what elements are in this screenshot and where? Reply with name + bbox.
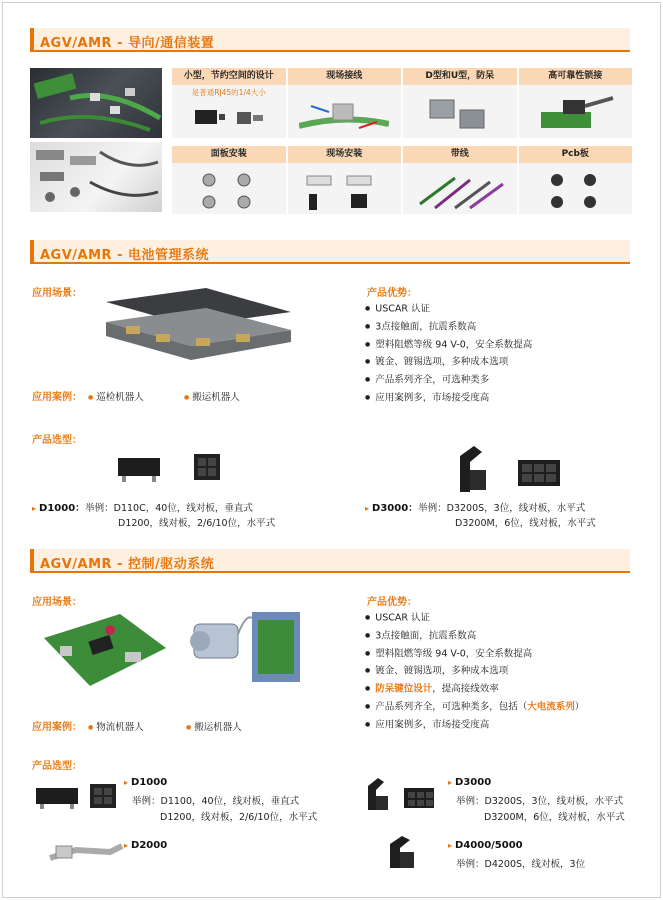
example-line: D1200，线对板，2/6/10位，水平式	[118, 518, 276, 529]
example-line: 举例：D3200S，3位，线对板，水平式	[418, 503, 586, 514]
case-item: ● 搬运机器人	[184, 392, 240, 403]
section-title-battery	[30, 240, 630, 264]
feature-heading: 带线	[403, 146, 517, 163]
d2000-terminal-image	[46, 836, 129, 866]
case-item: ● 巡检机器人	[88, 392, 144, 403]
feature-cell	[519, 68, 633, 138]
feature-grid-row1	[172, 68, 632, 138]
product-d3000	[448, 777, 491, 788]
pointer-icon: ▸	[32, 504, 37, 513]
case-text: 搬运机器人	[194, 722, 242, 733]
example-line: 举例：D4200S，线对板，3位	[456, 859, 586, 870]
pcb-connector-image	[519, 170, 633, 210]
part-number: D3000	[455, 777, 492, 788]
feature-cell	[403, 68, 517, 138]
advantage-item: ● 3点接触面，抗震系数高	[365, 318, 532, 336]
advantage-item: ● 应用案例多，市场接受度高	[365, 389, 532, 407]
d3000-connector-image	[360, 774, 440, 814]
section-title-text: AGV/AMR - 控制/驱动系统	[40, 557, 215, 572]
feature-cell	[172, 146, 286, 214]
selection-label: 产品选型：	[32, 761, 82, 772]
feature-heading: 现场安装	[288, 146, 402, 163]
advantage-label: 产品优势：	[367, 597, 417, 608]
feature-cell	[172, 68, 286, 138]
advantage-item: ● 产品系列齐全，可选种类多	[365, 371, 532, 389]
d1000-connector-image	[34, 782, 124, 812]
feature-heading: 高可靠性锁接	[519, 68, 633, 85]
pointer-icon: ▸	[365, 504, 370, 513]
section-title-drive	[30, 549, 630, 573]
section-title-text: AGV/AMR - 电池管理系统	[40, 248, 209, 263]
feature-heading: Pcb板	[519, 146, 633, 163]
case-text: 搬运机器人	[192, 392, 240, 403]
part-number: D1000	[131, 777, 168, 788]
d4000-connector-image	[384, 834, 424, 870]
product-d1000	[124, 777, 167, 788]
example-line: D3200M，6位，线对板，水平式	[484, 812, 625, 823]
section-title-text: AGV/AMR - 导向/通信装置	[40, 36, 215, 51]
scene-label: 应用场景：	[32, 597, 82, 608]
example-line: 举例：D110C，40位，线对板，垂直式	[85, 503, 253, 514]
battery-bms-image	[96, 282, 296, 382]
feature-note: 是普通RJ45的1/4大小	[191, 88, 266, 97]
keyed-connector-image	[403, 94, 517, 134]
part-number: D2000	[131, 840, 168, 851]
advantage-item: ● 镀金、镀锡选项，多种成本选项	[365, 662, 584, 680]
section-title-guidance	[30, 28, 630, 52]
case-item: ● 搬运机器人	[186, 722, 242, 733]
advantage-item: ● 镀金、镀锡选项，多种成本选项	[365, 353, 532, 371]
part-number-colon: ：	[75, 503, 86, 514]
advantage-list	[365, 609, 584, 733]
advantage-item: ● USCAR 认证	[365, 300, 532, 318]
field-install-image	[288, 170, 402, 210]
example-line: D3200M，6位，线对板，水平式	[455, 518, 596, 529]
part-number-colon: ：	[408, 503, 419, 514]
product-photo-cables-green	[30, 68, 162, 138]
pointer-icon: ▸	[124, 778, 129, 787]
advantage-item: ● 应用案例多，市场接受度高	[365, 716, 584, 734]
locking-connector-image	[519, 94, 633, 134]
feature-cell	[403, 146, 517, 214]
example-line: 举例：D3200S，3位，线对板，水平式	[456, 796, 624, 807]
part-number: D1000	[39, 503, 76, 514]
scene-label: 应用场景：	[32, 288, 82, 299]
controller-board-image	[40, 608, 170, 690]
feature-cell	[288, 146, 402, 214]
pointer-icon: ▸	[448, 841, 453, 850]
case-label: 应用案例：	[32, 392, 82, 403]
d1000-connector-image	[116, 452, 226, 484]
feature-grid-row2	[172, 146, 632, 214]
product-d1000	[32, 499, 253, 514]
selection-label: 产品选型：	[32, 435, 82, 446]
advantage-label: 产品优势：	[367, 288, 417, 299]
field-wiring-image	[288, 94, 402, 134]
connector-image	[172, 100, 286, 134]
part-number: D4000/5000	[455, 840, 523, 851]
pointer-icon: ▸	[448, 778, 453, 787]
advantage-item: ● 塑料阻燃等级 94 V-0，安全系数提高	[365, 645, 584, 663]
case-item: ● 物流机器人	[88, 722, 144, 733]
feature-heading: 面板安装	[172, 146, 286, 163]
case-text: 物流机器人	[96, 722, 144, 733]
product-d2000	[124, 840, 167, 851]
feature-cell	[519, 146, 633, 214]
advantage-list	[365, 300, 532, 407]
panel-mount-image	[172, 170, 286, 210]
example-line: 举例：D1100，40位，线对板，垂直式	[132, 796, 300, 807]
cable-assembly-image	[403, 170, 517, 210]
part-number: D3000	[372, 503, 409, 514]
case-text: 巡检机器人	[96, 392, 144, 403]
advantage-item: ● 3点接触面，抗震系数高	[365, 627, 584, 645]
product-d4000	[448, 840, 523, 851]
product-photo-circular-connectors	[30, 142, 162, 212]
d3000-connector-image	[452, 442, 572, 498]
feature-heading: 现场接线	[288, 68, 402, 85]
pointer-icon: ▸	[124, 841, 129, 850]
advantage-item: ● 防呆键位设计，提高接线效率	[365, 680, 584, 698]
feature-heading: 小型，节约空间的设计	[172, 68, 286, 85]
case-label: 应用案例：	[32, 722, 82, 733]
advantage-item: ● USCAR 认证	[365, 609, 584, 627]
product-d3000	[365, 499, 585, 514]
servo-motor-image	[188, 604, 308, 690]
feature-cell	[288, 68, 402, 138]
advantage-item: ● 产品系列齐全，可选种类多，包括（大电流系列）	[365, 698, 584, 716]
example-line: D1200，线对板，2/6/10位，水平式	[160, 812, 318, 823]
feature-heading: D型和U型，防呆	[403, 68, 517, 85]
advantage-item: ● 塑料阻燃等级 94 V-0，安全系数提高	[365, 336, 532, 354]
